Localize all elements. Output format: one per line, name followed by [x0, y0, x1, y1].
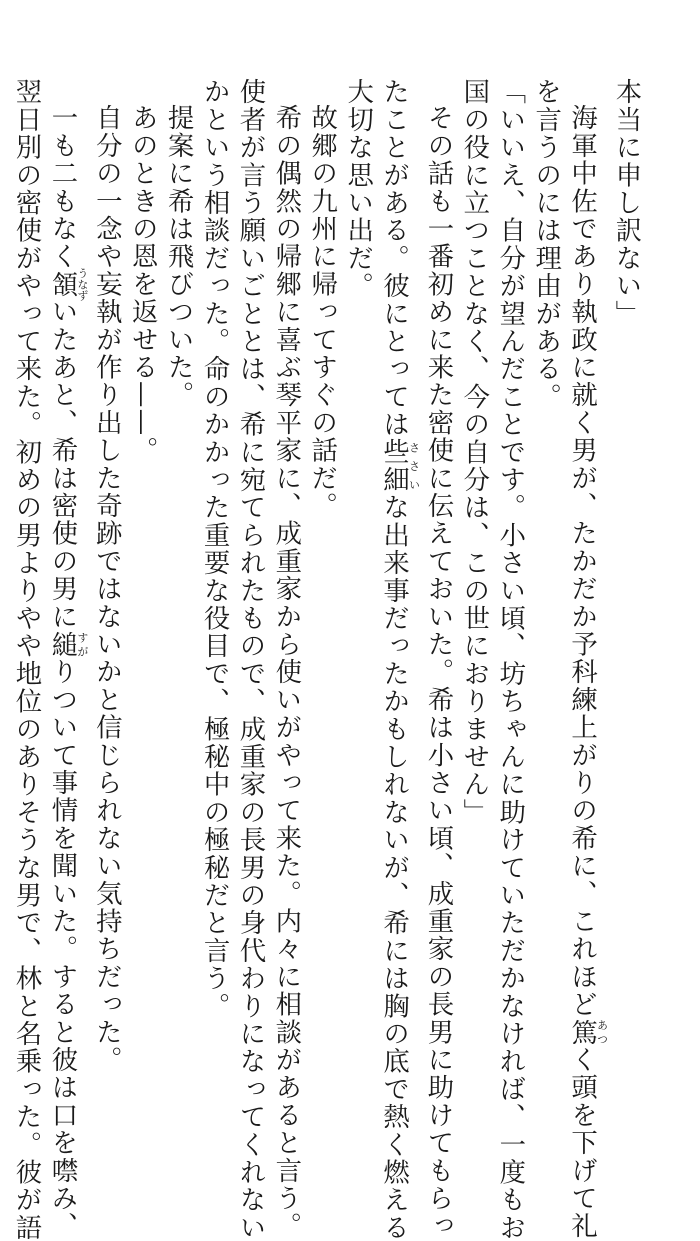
text-line-3: を言うのには理由がある。	[530, 78, 562, 411]
text-line-16: 一も二もなく頷うなずいたあと、希は密使の男に縋すがりついて事情を聞いた。すると彼は口を噤み、	[46, 104, 89, 1241]
text-line-1: 本当に申し訳ない」	[611, 78, 642, 328]
text-line-5: 国の役に立つことなく、今の自分は、この世におりません」	[458, 78, 490, 826]
text-line-7: たことがある。彼にとっては些細ささいな出来事だったかもしれないが、希には胸の底で熱く燃える	[378, 78, 421, 1241]
text-line-13: 提案に希は飛びついた。	[163, 104, 195, 410]
text-line-10: 希の偶然の帰郷に喜ぶ琴平家に、成重家から使いがやって来た。内々に相談があると言う。	[270, 104, 302, 1241]
text-line-2: 海軍中佐であり執政に就く男が、たかだか予科練上がりの希に、これほど篤あつく頭を下げて礼	[566, 104, 609, 1241]
text-line-14: あのときの恩を返せる——。	[127, 104, 159, 465]
text-line-4: 「いいえ、自分が望んだことです。小さい頃、坊ちゃんに助けていただかなければ、一度もお	[494, 78, 526, 1241]
text-line-15: 自分の一念や妄執が作り出した奇跡ではないかと信じられない気持ちだった。	[91, 104, 123, 1074]
text-line-6: その話も一番初めに来た密使に伝えておいた。希は小さい頃、成重家の長男に助けてもらっ	[422, 104, 454, 1241]
body-text	[11, 78, 644, 1241]
text-line-11: 使者が言う願いごととは、希に宛てられたもので、成重家の長男の身代わりになってくれない	[234, 78, 266, 1241]
text-line-9: 故郷の九州に帰ってすぐの話だ。	[306, 104, 338, 520]
text-line-12: かという相談だった。命のかかった重要な役目で、極秘中の極秘だと言う。	[199, 78, 231, 1020]
text-line-8: 大切な思い出だ。	[342, 78, 374, 300]
text-line-17: 翌日別の密使がやって来た。初めの男よりやや地位のありそうな男で、林と名乗った。彼が語	[11, 78, 42, 1241]
